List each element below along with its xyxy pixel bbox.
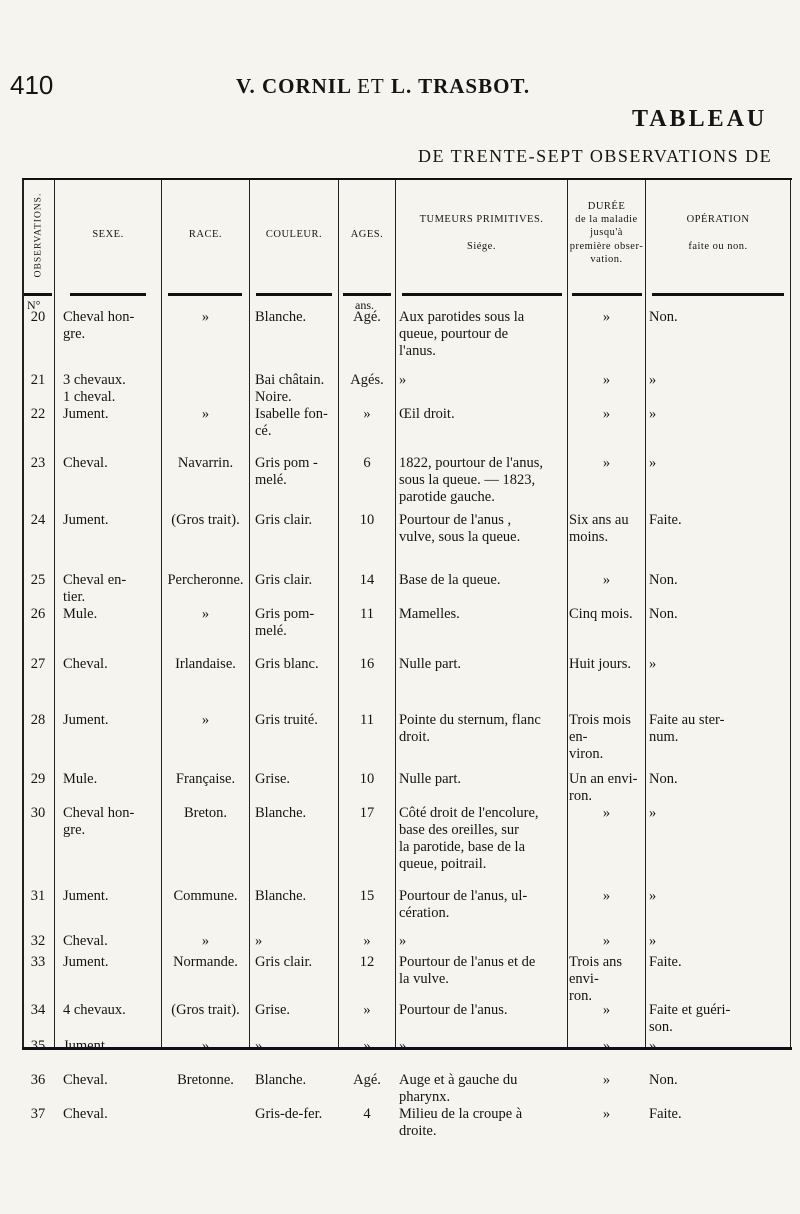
header-rule	[343, 293, 391, 296]
cell-duree: Huit jours.	[569, 656, 632, 672]
cell-age: 11	[360, 606, 374, 622]
cell-operation: Faite.	[649, 1106, 682, 1122]
cell-couleur: Isabelle fon- cé.	[255, 406, 328, 439]
cell-number: 30	[30, 805, 46, 821]
column-divider	[338, 180, 339, 1047]
cell-duree: »	[602, 309, 611, 325]
header-duree: DURÉE de la maladie jusqu'à première obser- vation.	[569, 201, 644, 265]
header-rule	[652, 293, 784, 296]
cell-sexe: Cheval en- tier.	[63, 572, 127, 605]
column-divider	[645, 180, 646, 1047]
cell-couleur: »	[255, 1038, 263, 1054]
cell-age: 6	[363, 455, 371, 471]
cell-siege: Nulle part.	[399, 656, 462, 672]
cell-siege: Pourtour de l'anus , vulve, sous la queue.	[399, 512, 521, 545]
unit-years: ans.	[355, 298, 374, 312]
cell-sexe: 4 chevaux.	[63, 1002, 126, 1018]
cell-operation: Faite et guéri- son.	[649, 1002, 731, 1035]
header-couleur: COULEUR.	[265, 229, 323, 241]
cell-age: 17	[359, 805, 375, 821]
table-title: TABLEAU	[632, 106, 768, 132]
cell-race: »	[201, 933, 210, 949]
header-operation: OPÉRATION faite ou non.	[686, 214, 750, 252]
cell-duree: Trois mois en- viron.	[569, 712, 631, 762]
cell-sexe: Cheval hon- gre.	[63, 805, 135, 838]
running-head	[236, 74, 530, 99]
cell-duree: Six ans au moins.	[569, 512, 629, 545]
cell-operation: »	[649, 888, 657, 904]
cell-number: 31	[30, 888, 46, 904]
cell-age: »	[363, 1002, 371, 1018]
cell-duree: »	[602, 933, 611, 949]
cell-operation: »	[649, 933, 657, 949]
cell-number: 21	[30, 372, 46, 388]
cell-couleur: Gris pom - melé.	[255, 455, 318, 488]
cell-siege: Côté droit de l'encolure, base des oreilles, sur la parotide, base de la queue, poitrail.	[399, 805, 539, 872]
cell-sexe: Jument.	[63, 954, 109, 970]
cell-couleur: Blanche.	[255, 1072, 307, 1088]
cell-race: »	[201, 712, 210, 728]
cell-age: 15	[359, 888, 375, 904]
cell-duree: »	[602, 805, 611, 821]
cell-operation: »	[649, 455, 657, 471]
cell-siege: »	[399, 1038, 407, 1054]
cell-couleur: Gris clair.	[255, 954, 313, 970]
column-divider	[395, 180, 396, 1047]
cell-age: Agé.	[353, 1072, 381, 1088]
cell-operation: Non.	[649, 606, 678, 622]
cell-couleur: Gris blanc.	[255, 656, 319, 672]
column-divider	[249, 180, 250, 1047]
cell-couleur: Grise.	[255, 771, 291, 787]
cell-sexe: Cheval.	[63, 1106, 108, 1122]
cell-operation: Faite au ster- num.	[649, 712, 725, 745]
cell-number: 25	[30, 572, 46, 588]
header-rule	[24, 293, 52, 296]
cell-operation: Non.	[649, 309, 678, 325]
cell-race: »	[201, 606, 210, 622]
cell-siege: Milieu de la croupe à droite.	[399, 1106, 523, 1139]
cell-couleur: Gris truité.	[255, 712, 318, 728]
cell-age: 10	[359, 512, 375, 528]
cell-sexe: 3 chevaux. 1 cheval.	[63, 372, 126, 405]
cell-race: »	[201, 1038, 210, 1054]
cell-age: 10	[359, 771, 375, 787]
cell-siege: 1822, pourtour de l'anus, sous la queue. — 1823, parotide gauche.	[399, 455, 543, 505]
cell-siege: Pourtour de l'anus.	[399, 1002, 508, 1018]
cell-race: Normande.	[173, 954, 238, 970]
cell-sexe: Jument.	[63, 1038, 109, 1054]
cell-race: Bretonne.	[177, 1072, 234, 1088]
cell-couleur: »	[255, 933, 263, 949]
cell-race: Commune.	[173, 888, 238, 904]
cell-duree: Cinq mois.	[569, 606, 633, 622]
cell-duree: »	[602, 1106, 611, 1122]
cell-age: 4	[363, 1106, 371, 1122]
cell-siege: Œil droit.	[399, 406, 455, 422]
header-sexe: SEXE.	[92, 229, 124, 241]
cell-age: Agés.	[350, 372, 384, 388]
cell-race: Irlandaise.	[175, 656, 236, 672]
cell-sexe: Cheval hon- gre.	[63, 309, 135, 342]
cell-couleur: Gris-de-fer.	[255, 1106, 323, 1122]
cell-sexe: Jument.	[63, 712, 109, 728]
cell-couleur: Grise.	[255, 1002, 291, 1018]
cell-number: 22	[30, 406, 46, 422]
author-conjunction: ET	[357, 74, 385, 98]
cell-age: »	[363, 933, 371, 949]
cell-siege: Mamelles.	[399, 606, 460, 622]
cell-operation: Faite.	[649, 954, 682, 970]
cell-operation: »	[649, 372, 657, 388]
cell-number: 37	[30, 1106, 46, 1122]
cell-race: Française.	[175, 771, 236, 787]
header-rule	[572, 293, 642, 296]
cell-duree: »	[602, 1072, 611, 1088]
page-number: 410	[10, 70, 54, 100]
unit-number: N°	[27, 298, 41, 312]
cell-siege: Auge et à gauche du pharynx.	[399, 1072, 518, 1105]
cell-operation: »	[649, 1038, 657, 1054]
cell-age: »	[363, 1038, 371, 1054]
author-1: V. CORNIL	[236, 74, 351, 98]
cell-number: 32	[30, 933, 46, 949]
cell-couleur: Gris pom- melé.	[255, 606, 315, 639]
cell-number: 35	[30, 1038, 46, 1054]
cell-race: Breton.	[183, 805, 228, 821]
cell-siege: »	[399, 933, 407, 949]
cell-siege: Pourtour de l'anus, ul- cération.	[399, 888, 528, 921]
header-rule	[168, 293, 242, 296]
cell-number: 26	[30, 606, 46, 622]
cell-age: 11	[360, 712, 374, 728]
cell-siege: Pointe du sternum, flanc droit.	[399, 712, 541, 745]
cell-race: »	[201, 309, 210, 325]
header-rule	[402, 293, 562, 296]
cell-race: (Gros trait).	[171, 1002, 240, 1018]
cell-siege: »	[399, 372, 407, 388]
cell-number: 23	[30, 455, 46, 471]
cell-couleur: Gris clair.	[255, 572, 313, 588]
cell-race: (Gros trait).	[171, 512, 240, 528]
author-2: L. TRASBOT.	[390, 74, 531, 98]
cell-duree: »	[602, 455, 611, 471]
cell-sexe: Cheval.	[63, 455, 108, 471]
cell-number: 34	[30, 1002, 46, 1018]
cell-sexe: Cheval.	[63, 933, 108, 949]
cell-number: 29	[30, 771, 46, 787]
cell-duree: »	[602, 406, 611, 422]
cell-race: Navarrin.	[177, 455, 234, 471]
cell-duree: Un an envi- ron.	[569, 771, 638, 804]
cell-couleur: Blanche.	[255, 888, 307, 904]
cell-race: »	[201, 406, 210, 422]
column-divider	[161, 180, 162, 1047]
column-divider	[54, 180, 55, 1047]
cell-siege: Aux parotides sous la queue, pourtour de l'anus.	[399, 309, 525, 359]
cell-siege: Pourtour de l'anus et de la vulve.	[399, 954, 536, 987]
cell-duree: »	[602, 888, 611, 904]
column-divider	[567, 180, 568, 1047]
table-subtitle: DE TRENTE-SEPT OBSERVATIONS DE	[418, 146, 773, 166]
cell-duree: »	[602, 572, 611, 588]
cell-operation: »	[649, 406, 657, 422]
header-ages: AGES.	[350, 229, 384, 241]
cell-age: »	[363, 406, 371, 422]
cell-couleur: Bai châtain. Noire.	[255, 372, 325, 405]
cell-age: 14	[359, 572, 375, 588]
cell-age: 12	[359, 954, 375, 970]
cell-sexe: Mule.	[63, 771, 98, 787]
cell-couleur: Blanche.	[255, 309, 307, 325]
cell-age: Agé.	[353, 309, 381, 325]
header-race: RACE.	[188, 229, 223, 241]
header-rule	[70, 293, 146, 296]
cell-operation: Non.	[649, 1072, 678, 1088]
cell-couleur: Gris clair.	[255, 512, 313, 528]
cell-race: Percheronne.	[167, 572, 244, 588]
cell-duree: »	[602, 1038, 611, 1054]
cell-number: 28	[30, 712, 46, 728]
header-rule	[256, 293, 332, 296]
cell-sexe: Jument.	[63, 406, 109, 422]
header-observations: OBSERVATIONS.	[33, 192, 43, 278]
cell-siege: Nulle part.	[399, 771, 462, 787]
cell-age: 16	[359, 656, 375, 672]
cell-operation: »	[649, 656, 657, 672]
header-tumeurs: TUMEURS PRIMITIVES. Siége.	[419, 214, 544, 252]
cell-operation: Non.	[649, 572, 678, 588]
cell-sexe: Cheval.	[63, 1072, 108, 1088]
cell-sexe: Mule.	[63, 606, 98, 622]
column-divider	[790, 180, 791, 1047]
cell-duree: Trois ans envi- ron.	[569, 954, 623, 1004]
cell-number: 33	[30, 954, 46, 970]
cell-operation: »	[649, 805, 657, 821]
cell-sexe: Jument.	[63, 888, 109, 904]
cell-operation: Faite.	[649, 512, 682, 528]
cell-sexe: Jument.	[63, 512, 109, 528]
cell-operation: Non.	[649, 771, 678, 787]
cell-number: 20	[30, 309, 46, 325]
cell-number: 24	[30, 512, 46, 528]
cell-duree: »	[602, 1002, 611, 1018]
cell-couleur: Blanche.	[255, 805, 307, 821]
cell-number: 36	[30, 1072, 46, 1088]
cell-duree: »	[602, 372, 611, 388]
cell-number: 27	[30, 656, 46, 672]
cell-sexe: Cheval.	[63, 656, 108, 672]
cell-siege: Base de la queue.	[399, 572, 501, 588]
